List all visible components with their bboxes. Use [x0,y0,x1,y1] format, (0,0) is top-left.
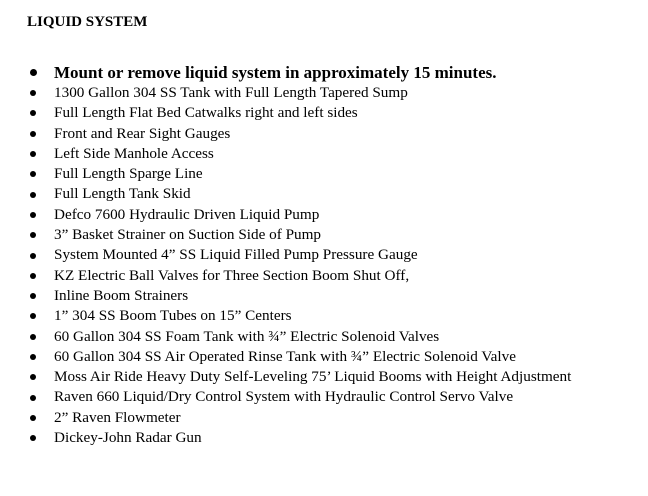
list-item [0,347,648,367]
list-item-text: 60 Gallon 304 SS Foam Tank with ¾” Electric Solenoid Valves [54,327,440,345]
list-item [0,144,648,164]
list-item-text: Front and Rear Sight Gauges [54,124,231,142]
bullet-icon [30,212,36,218]
bullet-icon [30,293,36,299]
bullet-icon [30,110,36,116]
list-item [0,164,648,184]
list-item [0,306,648,326]
list-item-text: Defco 7600 Hydraulic Driven Liquid Pump [54,205,320,223]
list-item [0,428,648,448]
bullet-icon [30,374,36,380]
list-item-text: Full Length Sparge Line [54,165,203,183]
bullet-icon [30,415,36,421]
list-item-text: Inline Boom Strainers [54,286,189,304]
bullet-icon [30,435,36,441]
list-item [0,103,648,123]
bullet-icon [30,151,36,157]
list-item-lead [0,62,648,83]
section-heading: LIQUID SYSTEM [27,14,148,30]
bullet-icon [30,131,36,137]
list-item [0,367,648,387]
list-item-text: Moss Air Ride Heavy Duty Self-Leveling 75’ Liquid Booms with Height Adjustment [54,368,572,386]
list-item [0,408,648,428]
list-item [0,225,648,245]
bullet-icon [30,395,36,401]
bullet-icon [30,273,36,279]
list-item [0,124,648,144]
list-item [0,286,648,306]
list-item-text: Full Length Flat Bed Catwalks right and left sides [54,104,358,122]
list-item-text: 3” Basket Strainer on Suction Side of Pump [54,226,322,244]
list-item-text: System Mounted 4” SS Liquid Filled Pump Pressure Gauge [54,246,418,264]
list-item-text: Left Side Manhole Access [54,144,214,162]
feature-list [0,62,648,448]
list-item-text: Mount or remove liquid system in approximately 15 minutes. [54,63,497,82]
bullet-icon [30,232,36,238]
list-item [0,266,648,286]
list-item-text: Raven 660 Liquid/Dry Control System with Hydraulic Control Servo Valve [54,388,514,406]
list-item-text: 60 Gallon 304 SS Air Operated Rinse Tank with ¾” Electric Solenoid Valve [54,347,516,365]
bullet-icon [30,313,36,319]
bullet-icon [30,69,37,76]
bullet-icon [30,171,36,177]
bullet-icon [30,90,36,96]
list-item-text: 2” Raven Flowmeter [54,408,181,426]
list-item [0,327,648,347]
bullet-icon [30,354,36,360]
list-item [0,387,648,407]
list-item-text: Full Length Tank Skid [54,185,191,203]
bullet-icon [30,253,36,259]
list-item [0,184,648,204]
list-item-text: KZ Electric Ball Valves for Three Section Boom Shut Off, [54,266,410,284]
list-item [0,245,648,265]
list-item-text: Dickey-John Radar Gun [54,429,202,447]
list-item-text: 1” 304 SS Boom Tubes on 15” Centers [54,307,292,325]
list-item [0,205,648,225]
list-item [0,83,648,103]
bullet-icon [30,334,36,340]
bullet-icon [30,192,36,198]
list-item-text: 1300 Gallon 304 SS Tank with Full Length Tapered Sump [54,84,408,101]
